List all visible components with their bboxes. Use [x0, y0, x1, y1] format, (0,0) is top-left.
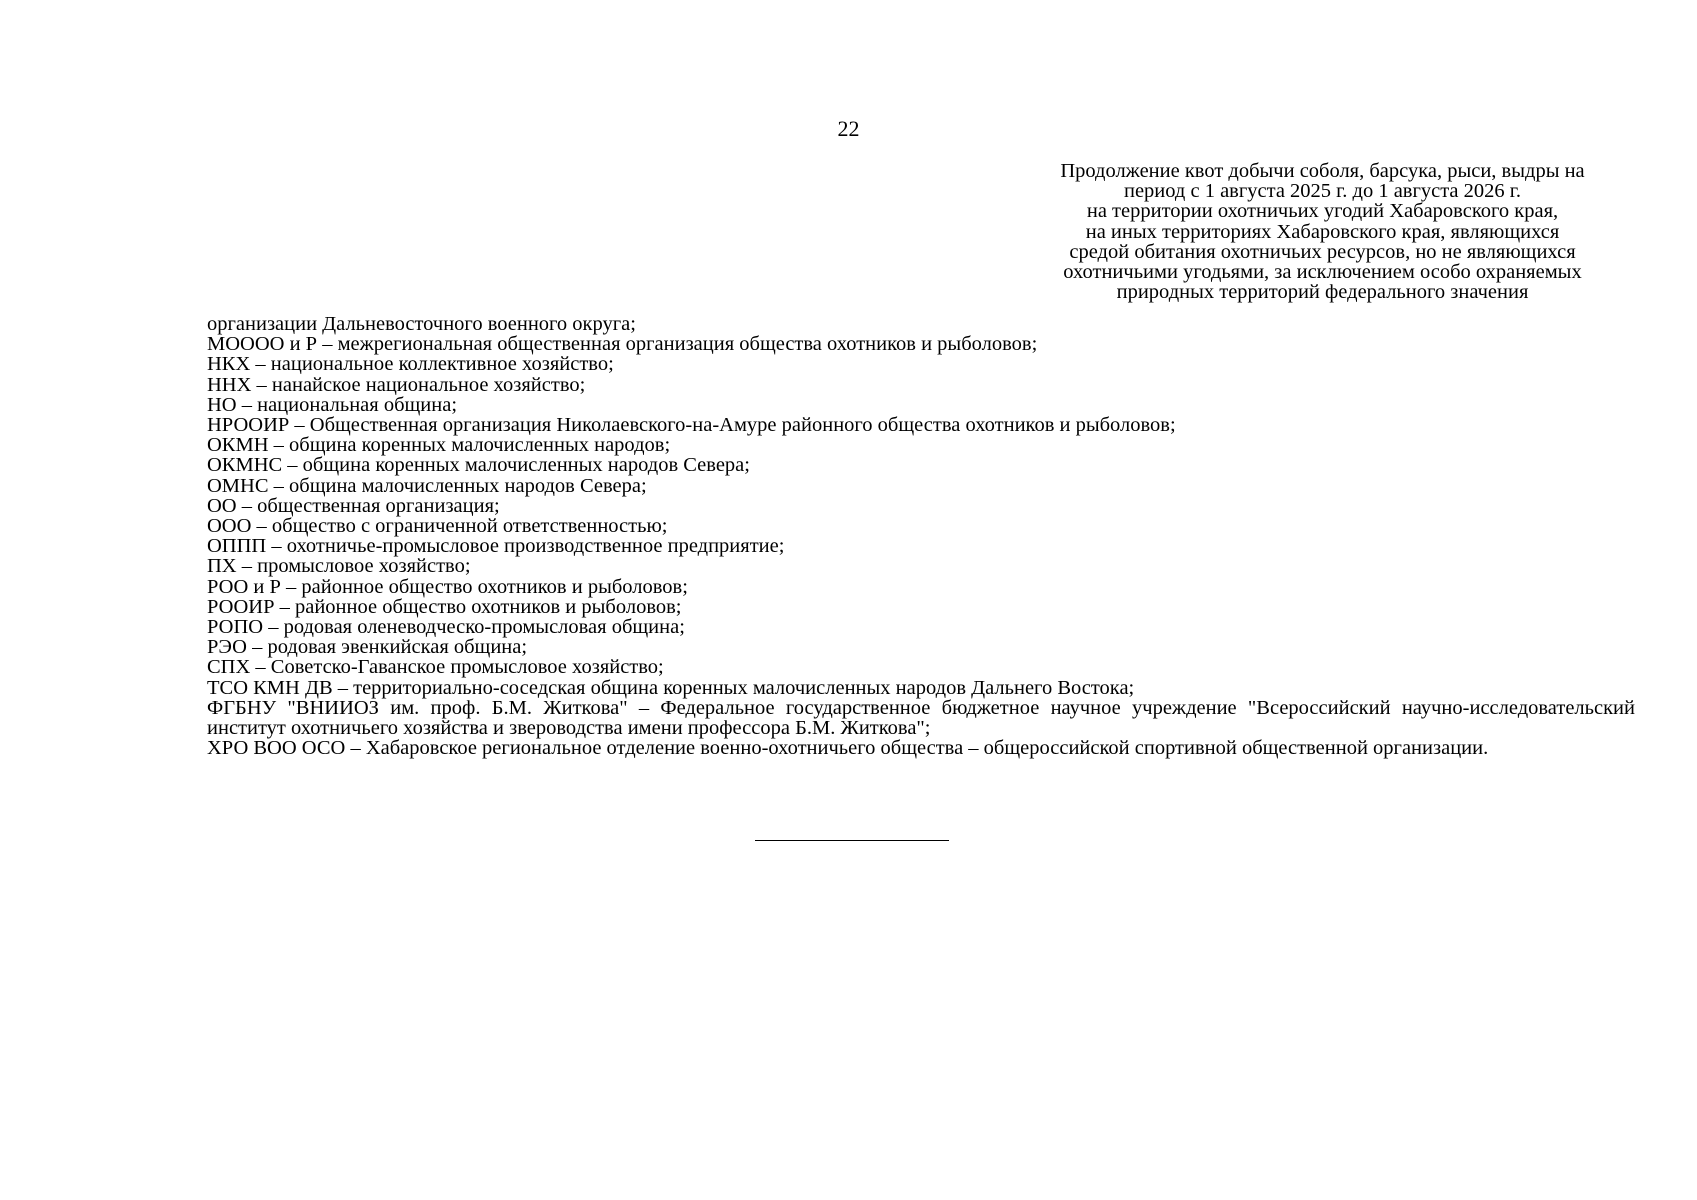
abbreviation-entry: НРООИР – Общественная организация Николаевского-на-Амуре районного общества охотников и рыболовов; — [207, 414, 1176, 437]
header-line: период с 1 августа 2025 г. до 1 августа 2026 г. — [1123, 180, 1522, 203]
abbreviation-entry: РООИР – районное общество охотников и рыболовов; — [207, 595, 682, 618]
page-number: 22 — [837, 116, 860, 141]
abbreviation-entry: ОО – общественная организация; — [207, 494, 500, 517]
abbreviation-entry: ТСО КМН ДВ – территориально-соседская община коренных малочисленных народов Дальнего Востока; — [207, 676, 1135, 699]
end-of-list-rule — [755, 840, 949, 841]
header-line: охотничьими угодьями, за исключением особо охраняемых — [1063, 261, 1582, 284]
abbreviation-entry: РЭО – родовая эвенкийская община; — [207, 636, 528, 659]
abbreviation-entry: ННХ – нанайское национальное хозяйство; — [207, 373, 586, 396]
abbreviation-entry: РОПО – родовая оленеводческо-промысловая община; — [207, 616, 685, 639]
abbreviation-entry: НО – национальная община; — [207, 393, 458, 416]
abbreviation-entry: СПХ – Советско-Гаванское промысловое хозяйство; — [207, 656, 664, 679]
header-line: Продолжение квот добычи соболя, барсука, рыси, выдры на — [1060, 160, 1585, 182]
header-line: средой обитания охотничьих ресурсов, но не являющихся — [1069, 240, 1576, 263]
abbreviation-entry: ОКМН – община коренных малочисленных народов; — [207, 434, 671, 457]
abbreviation-entry: ПХ – промысловое хозяйство; — [207, 555, 471, 578]
abbreviation-entry: ОМНС – община малочисленных народов Севера; — [207, 474, 647, 497]
abbreviation-entry: ФГБНУ "ВНИИОЗ им. проф. Б.М. Житкова" – Федеральное государственное бюджетное научное учреждение "Всероссийский научно-исследовательский институт охотничьего хозяйства и звероводства имени профессора Б.М. Житкова"; — [207, 696, 1635, 740]
abbreviation-entry: НКХ – национальное коллективное хозяйство; — [207, 353, 614, 376]
abbreviation-entry: РОО и Р – районное общество охотников и рыболовов; — [207, 575, 688, 598]
abbreviation-entry: ОППП – охотничье-промысловое производственное предприятие; — [207, 535, 785, 558]
abbreviation-entry: ОКМНС – община коренных малочисленных народов Севера; — [207, 454, 750, 477]
abbreviation-entry: ООО – общество с ограниченной ответственностью; — [207, 515, 668, 538]
header-line: на иных территориях Хабаровского края, являющихся — [1085, 220, 1560, 243]
table-continuation-header — [1010, 161, 1635, 302]
abbreviation-entry: организации Дальневосточного военного округа; — [207, 313, 636, 335]
header-line: природных территорий федерального значения — [1116, 281, 1529, 304]
abbreviation-entry: МОООО и Р – межрегиональная общественная организация общества охотников и рыболовов; — [207, 333, 1038, 356]
abbreviations-list — [207, 314, 1635, 758]
header-line: на территории охотничьих угодий Хабаровского края, — [1086, 200, 1559, 223]
abbreviation-entry: ХРО ВОО ОСО – Хабаровское региональное отделение военно-охотничьего общества – общероссийской спортивной общественной организации. — [207, 737, 1489, 760]
